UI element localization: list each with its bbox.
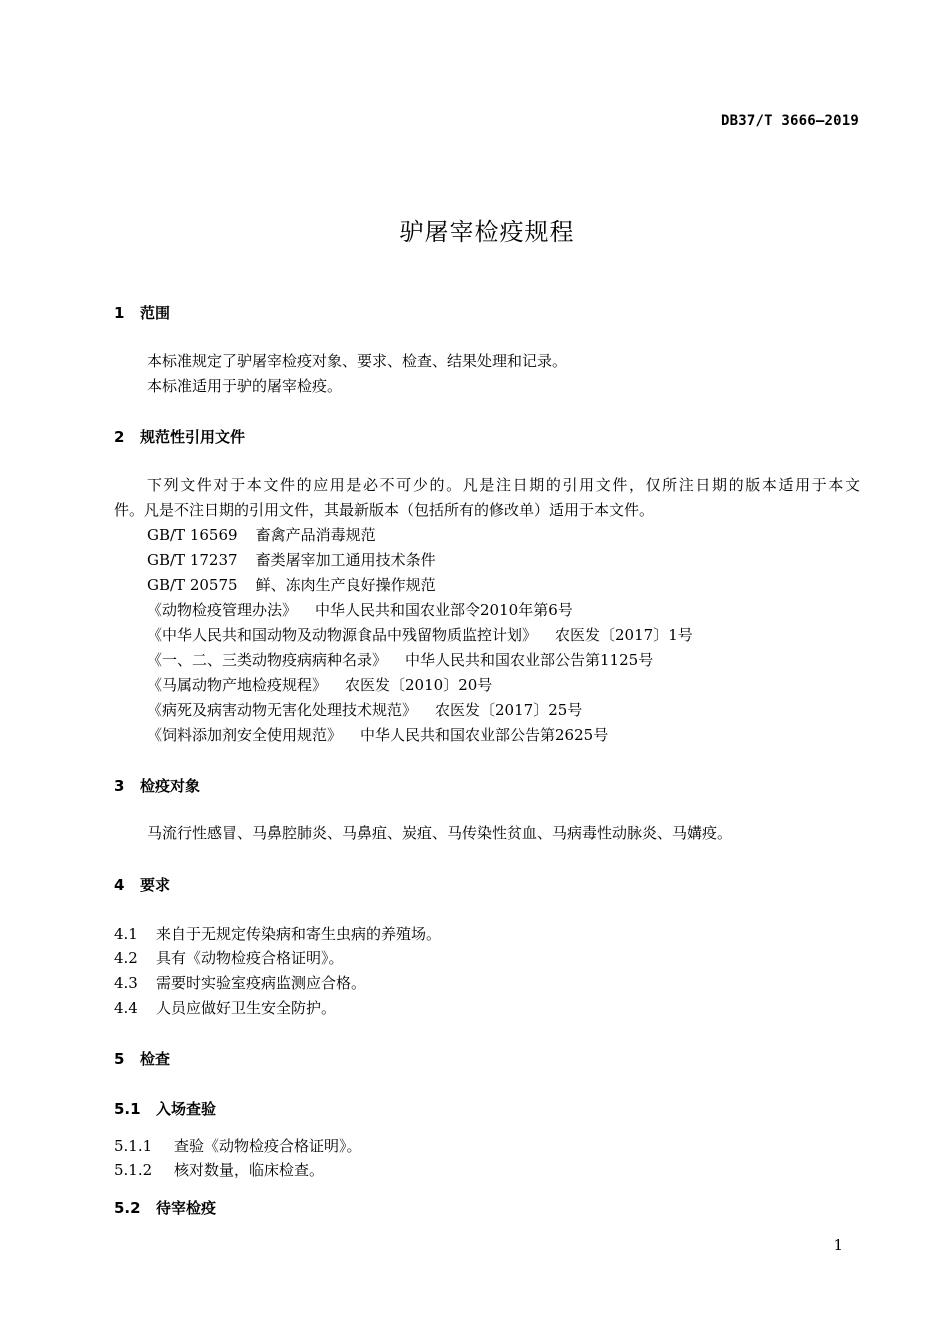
clause-text: 来自于无规定传染病和寄生虫病的养殖场。	[156, 925, 442, 943]
section-number: 2	[114, 428, 125, 446]
reference-code: GB/T 16569	[147, 526, 238, 544]
clause-number: 4.1	[114, 925, 138, 943]
clause-item	[114, 996, 860, 1021]
reference-title: 中华人民共和国农业部公告第2625号	[360, 726, 609, 744]
reference-title: 农医发〔2017〕1号	[555, 626, 693, 644]
subsection-number: 5.2	[114, 1199, 141, 1217]
section-heading-5	[114, 1048, 170, 1069]
clause-item	[114, 1158, 860, 1183]
clause-item	[114, 971, 860, 996]
reference-code: 《马属动物产地检疫规程》	[147, 676, 328, 694]
clause-number: 4.4	[114, 999, 138, 1017]
subsection-number: 5.1	[114, 1100, 141, 1118]
reference-code: 《病死及病害动物无害化处理技术规范》	[147, 701, 418, 719]
subsection-heading-5-2	[114, 1197, 216, 1218]
clause-number: 5.1.1	[114, 1137, 153, 1155]
standard-code: DB37/T 3666—2019	[720, 113, 859, 129]
section-heading-4	[114, 874, 170, 895]
reference-item	[147, 598, 860, 623]
reference-code: 《饲料添加剂安全使用规范》	[147, 726, 343, 744]
clause-item	[114, 922, 860, 947]
reference-item	[147, 648, 860, 673]
clause-text: 具有《动物检疫合格证明》。	[156, 949, 344, 967]
reference-item	[147, 723, 860, 748]
reference-title: 农医发〔2010〕20号	[345, 676, 493, 694]
clause-text: 核对数量，临床检查。	[174, 1161, 325, 1179]
section-heading-1	[114, 302, 170, 323]
clause-number: 4.3	[114, 974, 138, 992]
clause-item	[114, 946, 860, 971]
clause-number: 5.1.2	[114, 1161, 153, 1179]
reference-item	[147, 623, 860, 648]
reference-title: 畜类屠宰加工通用技术条件	[255, 551, 436, 569]
paragraph: 件。凡是不注日期的引用文件，其最新版本（包括所有的修改单）适用于本文件。	[114, 501, 655, 519]
document-title: 驴屠宰检疫规程	[399, 218, 575, 246]
reference-item	[147, 673, 860, 698]
section-heading-2	[114, 426, 245, 447]
reference-item	[147, 573, 860, 598]
section-number: 1	[114, 304, 125, 322]
reference-code: 《动物检疫管理办法》	[147, 601, 298, 619]
section-title: 范围	[140, 304, 171, 322]
section-number: 4	[114, 876, 125, 894]
page-number: 1	[833, 1236, 843, 1254]
section-title: 检疫对象	[140, 777, 201, 795]
reference-title: 农医发〔2017〕25号	[435, 701, 583, 719]
reference-code: 《一、二、三类动物疫病病种名录》	[147, 651, 388, 669]
paragraph: 马流行性感冒、马鼻腔肺炎、马鼻疽、炭疽、马传染性贫血、马病毒性动脉炎、马媾疫。	[147, 824, 733, 842]
section-heading-3	[114, 775, 200, 796]
clause-number: 4.2	[114, 949, 138, 967]
reference-title: 鲜、冻肉生产良好操作规范	[255, 576, 436, 594]
clause-text: 查验《动物检疫合格证明》。	[174, 1137, 362, 1155]
clause-item	[114, 1134, 860, 1159]
section-title: 检查	[140, 1050, 171, 1068]
subsection-title: 待宰检疫	[156, 1199, 217, 1217]
reference-item	[147, 548, 860, 573]
reference-title: 中华人民共和国农业部公告第1125号	[405, 651, 654, 669]
reference-item	[147, 523, 860, 548]
paragraph: 本标准适用于驴的屠宰检疫。	[147, 377, 343, 395]
section-title: 规范性引用文件	[140, 428, 246, 446]
reference-code: 《中华人民共和国动物及动物源食品中残留物质监控计划》	[147, 626, 538, 644]
reference-title: 畜禽产品消毒规范	[255, 526, 376, 544]
reference-code: GB/T 20575	[147, 576, 238, 594]
section-number: 3	[114, 777, 125, 795]
reference-item	[147, 698, 860, 723]
reference-title: 中华人民共和国农业部令2010年第6号	[315, 601, 573, 619]
section-number: 5	[114, 1050, 125, 1068]
reference-code: GB/T 17237	[147, 551, 238, 569]
section-title: 要求	[140, 876, 171, 894]
paragraph: 下列文件对于本文件的应用是必不可少的。凡是注日期的引用文件，仅所注日期的版本适用于本文	[147, 476, 860, 494]
clause-text: 人员应做好卫生安全防护。	[156, 999, 337, 1017]
paragraph: 本标准规定了驴屠宰检疫对象、要求、检查、结果处理和记录。	[147, 352, 568, 370]
subsection-title: 入场查验	[156, 1100, 217, 1118]
subsection-heading-5-1	[114, 1098, 216, 1119]
clause-text: 需要时实验室疫病监测应合格。	[156, 974, 367, 992]
